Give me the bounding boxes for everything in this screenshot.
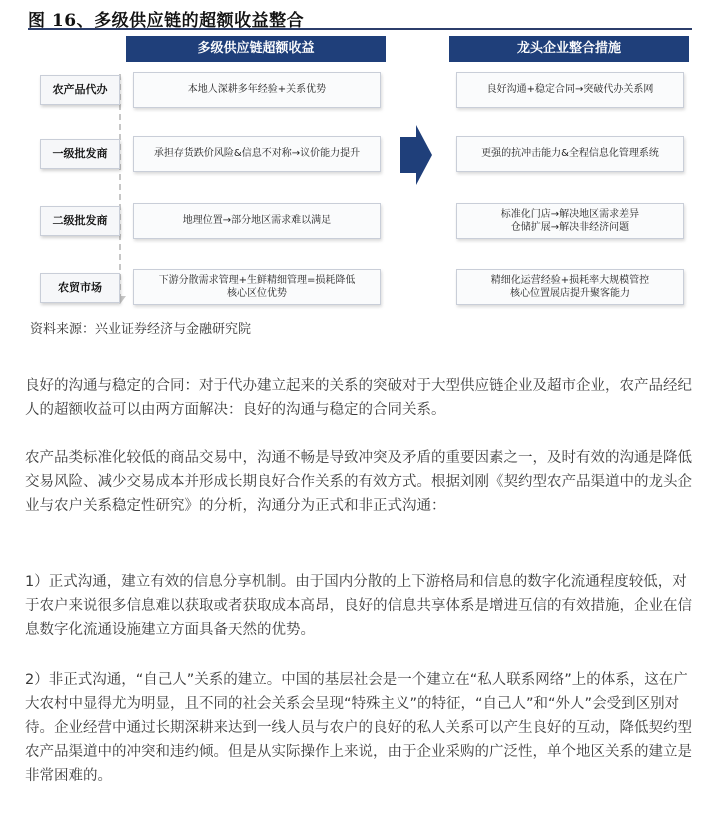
row-label-farmers-market: 农贸市场: [40, 273, 120, 303]
row-label-secondary-wholesaler: 二级批发商: [40, 206, 120, 236]
paragraph-4: 2）非正式沟通，“自己人”关系的建立。中国的基层社会是一个建立在“私人联系网络”上的体系，这在广大农村中显得尤为明显，且不同的社会关系会呈现“特殊主义”的特征，“自己人”和“外人”会受到区别对待。企业经营中通过长期深耕来达到一线人员与农户的良好的私人关系可以产生良好的互动，降低契约型农产品渠道中的冲突和违约倾。但是从实际操作上来说，由于企业采购的广泛性，单个地区关系的建立是非常困难的。: [25, 672, 692, 784]
left-column-header: 多级供应链超额收益: [126, 36, 386, 62]
right-column-header: 龙头企业整合措施: [449, 36, 689, 62]
left-cell-agent: 本地人深耕多年经验+关系优势: [133, 72, 381, 108]
figure-title: 图 16、多级供应链的超额收益整合: [28, 11, 305, 31]
right-cell-secondary-wholesaler: 标准化门店→解决地区需求差异 仓储扩展→解决非经济问题: [456, 203, 684, 239]
right-cell-farmers-market: 精细化运营经验+损耗率大规模管控 核心位置展店提升聚客能力: [456, 269, 684, 305]
paragraph-2: 农产品类标准化较低的商品交易中，沟通不畅是导致冲突及矛盾的重要因素之一，及时有效的沟通是降低交易风险、减少交易成本并形成长期良好合作关系的有效方式。根据刘刚《契约型农产品渠道中的龙头企业与农户关系稳定性研究》的分析，沟通分为正式和非正式沟通：: [25, 450, 692, 514]
paragraph-1: 良好的沟通与稳定的合同：对于代办建立起来的关系的突破对于大型供应链企业及超市企业，农产品经纪人的超额收益可以由两方面解决：良好的沟通与稳定的合同关系。: [25, 378, 692, 418]
paragraph-3: 1）正式沟通，建立有效的信息分享机制。由于国内分散的上下游格局和信息的数字化流通程度较低，对于农户来说很多信息难以获取或者获取成本高昂，良好的信息共享体系是增进互信的有效措施，企业在信息数字化流通设施建立方面具备天然的优势。: [25, 574, 692, 638]
figure-source: 资料来源：兴业证券经济与金融研究院: [30, 322, 252, 337]
left-cell-primary-wholesaler: 承担存货跌价风险&信息不对称→议价能力提升: [133, 136, 381, 172]
transition-arrow-icon: [400, 125, 432, 185]
row-label-agent: 农产品代办: [40, 75, 120, 105]
row-label-primary-wholesaler: 一级批发商: [40, 139, 120, 169]
flow-dashed-line: [119, 74, 121, 300]
supply-chain-figure: [28, 28, 692, 316]
left-cell-secondary-wholesaler: 地理位置→部分地区需求难以满足: [133, 203, 381, 239]
left-cell-farmers-market: 下游分散需求管理+生鲜精细管理=损耗降低 核心区位优势: [133, 269, 381, 305]
right-cell-primary-wholesaler: 更强的抗冲击能力&全程信息化管理系统: [456, 136, 684, 172]
right-cell-agent: 良好沟通+稳定合同→突破代办关系网: [456, 72, 684, 108]
